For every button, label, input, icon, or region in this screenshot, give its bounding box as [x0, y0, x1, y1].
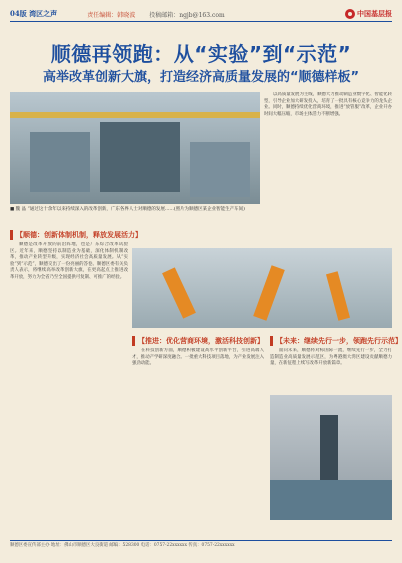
submission-label: 投稿邮箱：ngjb@163.com [149, 11, 225, 19]
masthead-logo [345, 9, 392, 19]
photo-machine [190, 142, 250, 197]
photo-machine [30, 132, 90, 192]
robot-arm [326, 271, 350, 320]
photo-water [270, 480, 392, 520]
photo-beam [10, 112, 260, 118]
robot-arm [162, 267, 196, 318]
editor-label: 责任编辑：韩晓波 [87, 11, 136, 19]
photo-machine [100, 122, 180, 192]
photo-tower [320, 415, 338, 485]
landscape-photo [270, 395, 392, 520]
logo-text: 中国基层报 [357, 9, 392, 18]
page-header [10, 7, 392, 22]
top-photo-caption: ■ 魏 晶 “通过这十余年以来持续深入的改革创新，广东各界人士对顺德的发展……(照片为顺德区某企业智能生产车间) [10, 207, 245, 212]
section-head-2: 【推进：优化营商环境，激活科技创新】 [132, 336, 264, 346]
section-head-1: 【顺德：创新体制机制，释放发展活力】 [10, 230, 142, 240]
page-footer: 顺德区委宣传部主办 地址：佛山市顺德区大良街道 邮编：528300 电话：0757-22xxxxxx 传真：0757-22xxxxxx [10, 540, 392, 549]
robot-arm-photo [132, 248, 392, 328]
article-column-right-top: 以高质量发展为主线，顺德大力推动制造业数字化、智能化转型，引导企业加大研发投入，培育了一批具有核心竞争力的龙头企业。同时，顺德持续优化营商环境，推进“放管服”改革，企业开办时间大幅压缩，市场主体活力不断增强。 [264, 92, 392, 117]
article-column-right: 面向未来，顺德将对标国际一流，继续先行一步，全力打造制造业高质量发展示范区，为粤港澳大湾区建设贡献顺德力量，在新征程上续写改革开放新篇章。 [270, 348, 392, 367]
logo-icon [345, 9, 355, 19]
article-column-left: 顺德是改革开放的前沿阵地，也是广东综合改革试验区。近年来，顺德坚持以制造业为基础，深化体制机制改革，推动产业转型升级，实现经济社会高质量发展。从“实验”到“示范”，顺德交出了一份亮丽的答卷。顺德区委有关负责人表示，将继续高举改革创新大旗，在更高起点上推进改革开放，努力为全省乃至全国提供可复制、可推广的经验。 [10, 242, 128, 280]
sub-headline: 高举改革创新大旗，打造经济高质量发展的“顺德样板” [42, 70, 360, 85]
robot-arm [253, 265, 285, 321]
article-column-middle: 在科技创新方面，顺德积极建设高水平创新平台，引进高端人才，推动产学研深度融合。一批重大科技项目落地，为产业发展注入强劲动能。 [132, 348, 264, 367]
factory-photo [10, 92, 260, 204]
section-head-3: 【未来：继续先行一步，领跑先行示范】 [270, 336, 402, 346]
headline: 顺德再领跑：从“实验”到“示范” [50, 42, 352, 66]
page-section-label: 04版 湾区之声 [10, 9, 58, 18]
